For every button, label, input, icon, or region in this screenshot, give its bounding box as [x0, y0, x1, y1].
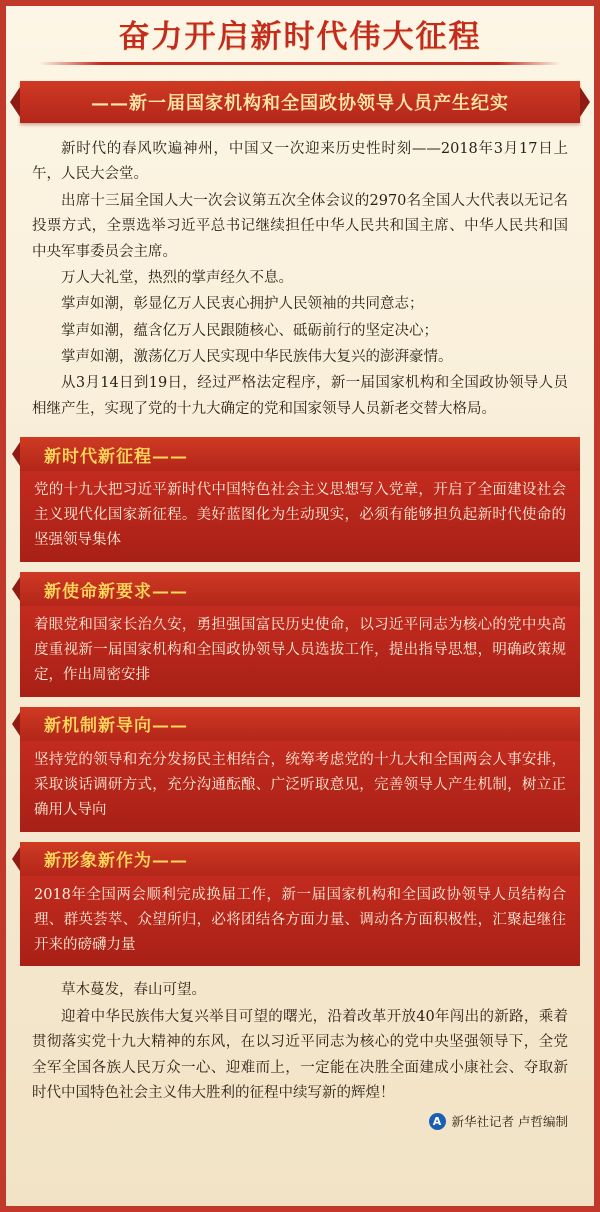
credit-text: 新华社记者 卢哲编制: [451, 1114, 568, 1130]
paragraph: 掌声如潮，彰显亿万人民衷心拥护人民领袖的共同意志；: [61, 296, 424, 313]
section-2: [20, 572, 580, 697]
section-3-title-right: 新导向——: [98, 716, 188, 737]
closing-block: [6, 966, 594, 1106]
title-block: [6, 6, 594, 71]
subtitle-text: ——新一届国家机构和全国政协领导人员产生纪实: [91, 93, 509, 115]
section-1-title-left: 新时代: [44, 446, 98, 467]
section-2-title-left: 新使命: [44, 581, 98, 602]
section-3: [20, 707, 580, 832]
paragraph: 新时代的春风吹遍神州，中国又一次迎来历史性时刻——2018年3月17日上午，人民大会堂。: [32, 141, 568, 183]
paragraph: 掌声如潮，蕴含亿万人民跟随核心、砥砺前行的坚定决心；: [61, 322, 438, 339]
section-3-header: [20, 707, 580, 741]
xinhua-logo-icon: A: [429, 1113, 446, 1130]
paragraph: 草木蔓发，春山可望。: [61, 982, 206, 999]
paragraph: 万人大礼堂，热烈的掌声经久不息。: [61, 269, 293, 286]
section-4-title-left: 新形象: [44, 851, 98, 872]
section-2-header: [20, 572, 580, 606]
paragraph: 掌声如潮，激荡亿万人民实现中华民族伟大复兴的澎湃豪情。: [61, 349, 453, 366]
section-1: [20, 437, 580, 562]
section-3-body: 坚持党的领导和充分发扬民主相结合，统筹考虑党的十九大和全国两会人事安排，采取谈话调研方式，充分沟通酝酿、广泛听取意见，完善领导人产生机制，树立正确用人导向: [20, 741, 580, 832]
section-1-title-right: 新征程——: [98, 446, 188, 467]
section-4-body: 2018年全国两会顺利完成换届工作，新一届国家机构和全国政协领导人员结构合理、群英荟萃、众望所归，必将团结各方面力量、调动各方面积极性，汇聚起继往开来的磅礴力量: [20, 876, 580, 967]
page-title: 奋力开启新时代伟大征程: [118, 19, 482, 55]
section-2-body: 着眼党和国家长治久安，勇担强国富民历史使命，以习近平同志为核心的党中央高度重视新一届国家机构和全国政协领导人员选拔工作，提出指导思想，明确政策规定，作出周密安排: [20, 606, 580, 697]
section-4-title-right: 新作为——: [98, 851, 188, 872]
credit: [6, 1112, 594, 1140]
section-4-header: [20, 842, 580, 876]
intro-block: [6, 127, 594, 427]
section-2-title-right: 新要求——: [98, 581, 188, 602]
section-1-header: [20, 437, 580, 471]
section-4: [20, 842, 580, 967]
paragraph: 从3月14日到19日，经过严格法定程序，新一届国家机构和全国政协领导人员相继产生，实现了党的十九大确定的党和国家领导人员新老交替大格局。: [32, 375, 568, 417]
paragraph: 迎着中华民族伟大复兴举目可望的曙光，沿着改革开放40年闯出的新路，乘着贯彻落实党十九大精神的东风，在以习近平同志为核心的党中央坚强领导下，全党全军全国各族人民万众一心、迎难而上，一定能在决胜全面建成小康社会、夺取新时代中国特色社会主义伟大胜利的征程中续写新的辉煌！: [32, 1008, 568, 1101]
section-3-title-left: 新机制: [44, 716, 98, 737]
poster-content: [6, 6, 594, 1206]
paragraph: 出席十三届全国人大一次会议第五次全体会议的2970名全国人大代表以无记名投票方式，全票选举习近平总书记继续担任中华人民共和国主席、中华人民共和国中央军事委员会主席。: [32, 192, 568, 260]
subtitle-banner: [20, 81, 580, 123]
title-divider: [39, 62, 562, 65]
section-1-body: 党的十九大把习近平新时代中国特色社会主义思想写入党章，开启了全面建设社会主义现代化国家新征程。美好蓝图化为生动现实，必须有能够担负起新时代使命的坚强领导集体: [20, 471, 580, 562]
